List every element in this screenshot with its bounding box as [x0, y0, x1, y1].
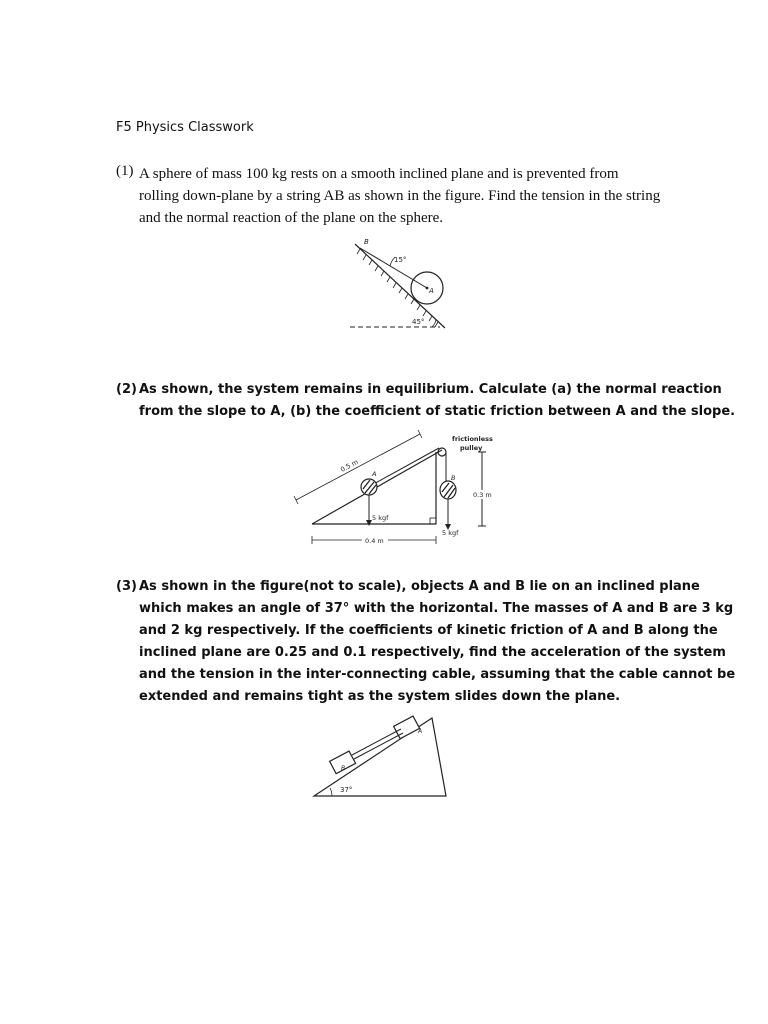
label-b: B: [364, 238, 369, 246]
weight-label: 5 kgf: [372, 514, 389, 522]
dimension-label: 0.3 m: [473, 491, 492, 499]
pulley-label: frictionless: [452, 435, 493, 443]
question-text-line: As shown in the figure(not to scale), objects A and B lie on an inclined plane: [139, 579, 700, 594]
question-text-line: rolling down-plane by a string AB as shown in the figure. Find the tension in the string: [139, 188, 661, 204]
question-text-line: extended and remains tight as the system slides down the plane.: [139, 689, 621, 704]
figure-two-blocks-on-incline: [308, 712, 458, 804]
dimension-label: 0.5 m: [339, 457, 360, 474]
label-a: A: [429, 287, 434, 295]
pulley-label: pulley: [460, 444, 483, 452]
question-text-line: inclined plane are 0.25 and 0.1 respectively, find the acceleration of the system: [139, 645, 726, 660]
question-text-line: from the slope to A, (b) the coefficient of static friction between A and the slope.: [139, 404, 736, 419]
figure-pulley-system: [290, 428, 500, 550]
label-a: A: [418, 728, 423, 735]
label-b: B: [341, 765, 346, 772]
figure-sphere-on-incline: [340, 236, 460, 366]
question-text-line: and the tension in the inter-connecting cable, assuming that the cable cannot be: [139, 667, 736, 682]
question-text-line: and the normal reaction of the plane on the sphere.: [139, 210, 444, 226]
question-number: (3): [116, 579, 137, 594]
angle-label: 37°: [340, 786, 353, 794]
dimension-label: 0.4 m: [365, 537, 384, 545]
page-title: F5 Physics Classwork: [116, 120, 254, 135]
label-b: B: [451, 474, 456, 482]
question-text-line: As shown, the system remains in equilibrium. Calculate (a) the normal reaction: [139, 382, 722, 397]
weight-label: 5 kgf: [442, 529, 459, 537]
question-text-line: which makes an angle of 37° with the horizontal. The masses of A and B are 3 kg: [139, 601, 734, 616]
question-number: (1): [116, 163, 134, 179]
question-number: (2): [116, 382, 137, 397]
angle-label: 15°: [394, 256, 407, 264]
angle-label: 45°: [412, 318, 425, 326]
question-text-line: A sphere of mass 100 kg rests on a smooth inclined plane and is prevented from: [139, 166, 619, 182]
label-a: A: [372, 470, 377, 478]
question-text-line: and 2 kg respectively. If the coefficients of kinetic friction of A and B along the: [139, 623, 718, 638]
